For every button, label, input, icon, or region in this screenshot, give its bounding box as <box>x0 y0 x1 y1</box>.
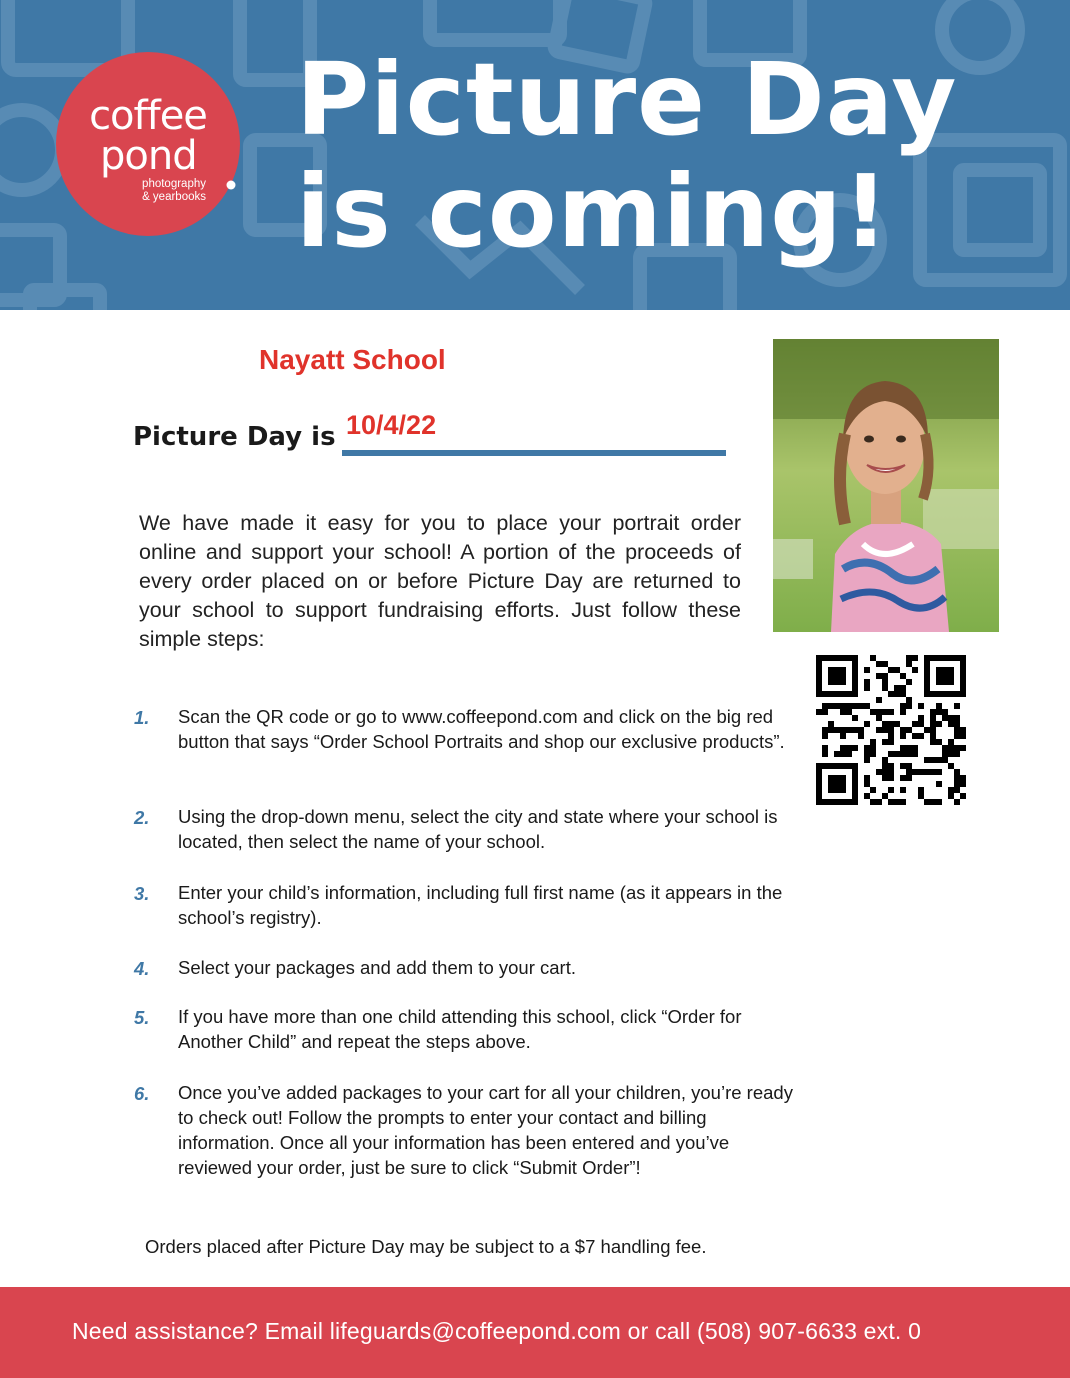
step-number: 3. <box>134 883 150 904</box>
picture-day-label: Picture Day is <box>133 422 336 452</box>
list-item <box>134 955 576 980</box>
logo-tagline-photography: photography <box>142 178 206 190</box>
step-number: 2. <box>134 807 150 828</box>
qr-code-icon <box>816 655 966 805</box>
date-underline <box>342 450 726 456</box>
list-item <box>134 704 804 754</box>
picture-day-date: 10/4/22 <box>346 410 437 440</box>
list-item <box>134 804 804 854</box>
school-name: Nayatt School <box>259 344 446 375</box>
intro-paragraph: We have made it easy for you to place your portrait order online and support your school! A portion of the proceeds of every order placed on or before Picture Day are returned to your school to support fundraising efforts. Just follow these simple steps: <box>139 511 741 651</box>
list-item <box>134 1080 804 1180</box>
student-photo <box>773 339 999 632</box>
step-number: 4. <box>134 958 150 979</box>
step-number: 1. <box>134 707 150 728</box>
footer-banner <box>0 1287 1070 1378</box>
headline-line-2: is coming! <box>296 153 890 270</box>
step-number: 6. <box>134 1083 150 1104</box>
step-number: 5. <box>134 1007 150 1028</box>
step-text: Enter your child’s information, including full first name (as it appears in the school’s registry). <box>178 882 783 928</box>
step-text: If you have more than one child attending this school, click “Order for Another Child” and repeat the steps above. <box>178 1006 742 1052</box>
coffee-pond-logo <box>56 52 240 236</box>
headline <box>296 41 1036 270</box>
handling-fee-note: Orders placed after Picture Day may be subject to a $7 handling fee. <box>145 1236 707 1257</box>
logo-text-coffee: coffee <box>89 93 207 139</box>
qr-code[interactable] <box>816 655 966 805</box>
step-text: Scan the QR code or go to www.coffeepond.com and click on the big red button that says “Order School Portraits and shop our exclusive products”. <box>178 706 785 752</box>
list-item <box>134 880 804 930</box>
header-banner <box>0 0 1070 310</box>
step-text: Using the drop-down menu, select the city and state where your school is located, then select the name of your school. <box>178 806 778 852</box>
list-item <box>134 1004 804 1054</box>
assistance-contact: Need assistance? Email lifeguards@coffeepond.com or call (508) 907-6633 ext. 0 <box>72 1318 922 1344</box>
step-text: Once you’ve added packages to your cart for all your children, you’re ready to check out! Follow the prompts to enter your contact and billing information. Once all your information has been entered and you’ve reviewed your order, just be sure to click “Submit Order”! <box>178 1082 793 1178</box>
headline-line-1: Picture Day <box>296 41 958 158</box>
step-text: Select your packages and add them to your cart. <box>178 957 576 978</box>
logo-tagline-yearbooks: & yearbooks <box>142 191 206 203</box>
logo-text-pond: pond <box>100 133 197 179</box>
logo-dot-icon <box>226 180 236 190</box>
logo-tagline <box>142 178 206 204</box>
student-photo-illustration <box>773 339 999 632</box>
